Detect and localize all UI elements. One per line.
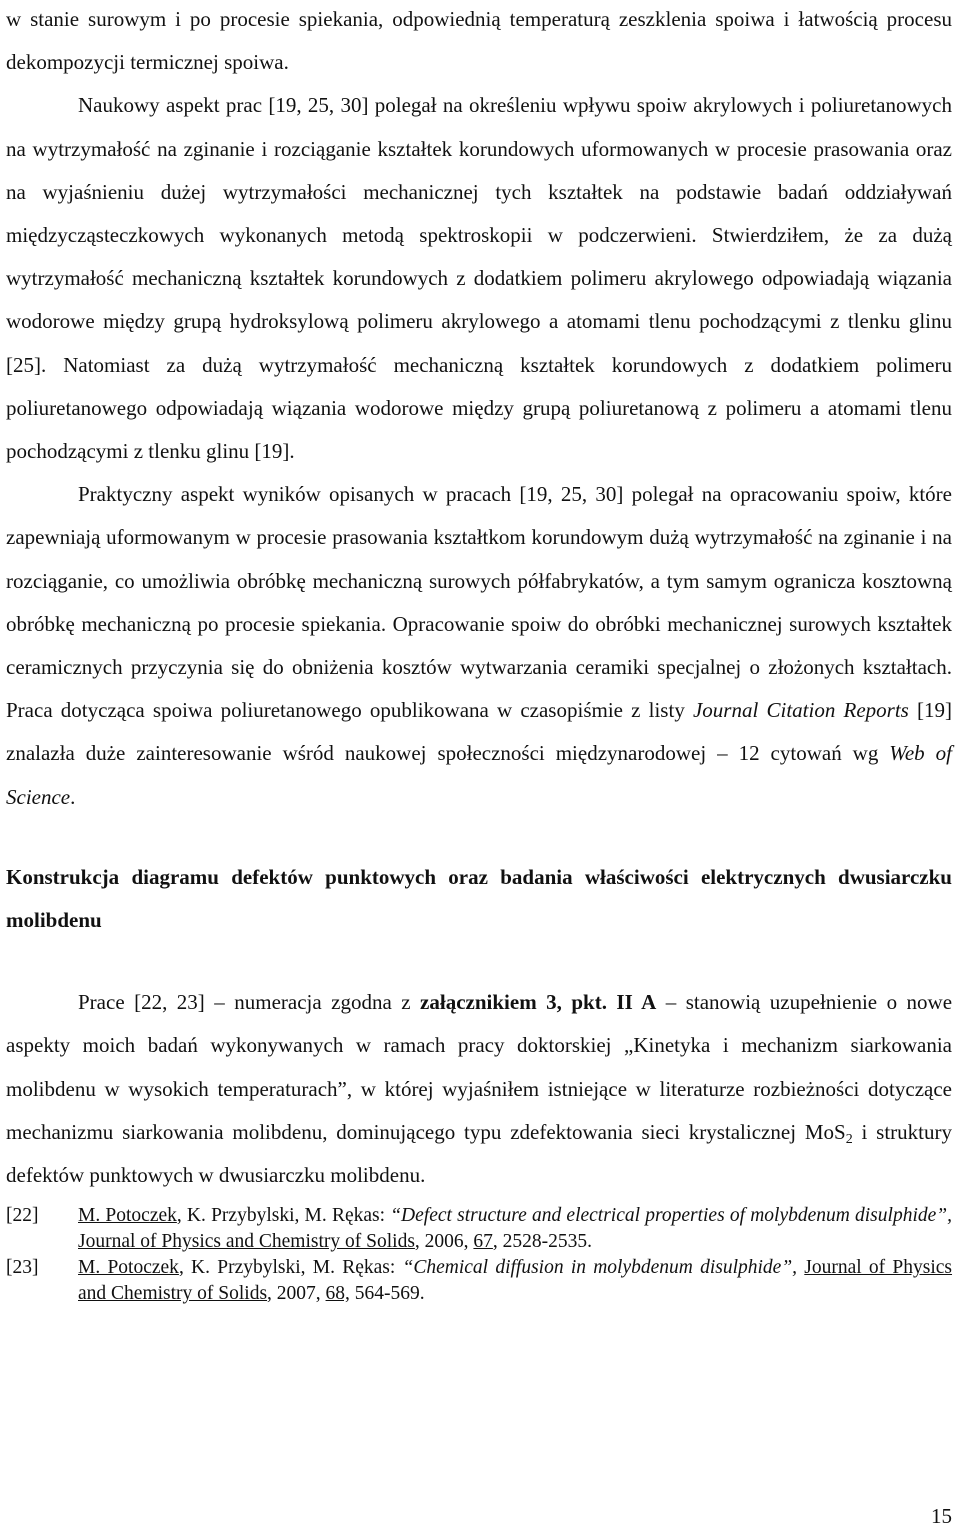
- works-text-a: Prace [22, 23] – numeracja zgodna z: [78, 990, 421, 1015]
- reference-author: M. Potoczek: [78, 1205, 177, 1227]
- works-text-b: – stanowią uzupełnienie o nowe aspekty moich badań wykonywanych w ramach pracy doktorskiej „Kinetyka i mechanizm siarkowania molibdenu w wysokich temperaturach”, w której wyjaśniłem istniejące w literaturze rozbieżności dotyczące mechanizmu siarkowania molibdenu, dominującego typu zdefektowania sieci krystalicznej MoS: [6, 990, 953, 1144]
- reference-volume: 68,: [325, 1283, 350, 1305]
- paragraph-continuation: w stanie surowym i po procesie spiekania, odpowiednią temperaturą zeszklenia spoiwa i łatwością procesu dekompozycji termicznej spoiwa.: [6, 7, 952, 75]
- document-page: [6, 0, 952, 1307]
- page-number: 15: [931, 1504, 952, 1528]
- reference-journal: Journal of Physics and Chemistry of Solids: [78, 1257, 953, 1305]
- reference-item: [6, 1203, 952, 1255]
- reference-title: “Chemical diffusion in molybdenum disulphide”,: [402, 1257, 798, 1279]
- reference-number: [23]: [6, 1257, 39, 1279]
- reference-pages: 564-569.: [349, 1283, 425, 1305]
- mos2-subscript: 2: [845, 1131, 853, 1147]
- reference-year: , 2006,: [414, 1231, 474, 1253]
- reference-volume: 67: [473, 1231, 493, 1253]
- reference-pages: , 2528-2535.: [492, 1231, 593, 1253]
- reference-year: , 2007,: [267, 1283, 326, 1305]
- web-of-science: Web of Science: [6, 741, 952, 809]
- reference-body: [78, 1255, 952, 1307]
- section-heading: Konstrukcja diagramu defektów punktowych oraz badania właściwości elektrycznych dwusiarczku molibdenu: [6, 864, 952, 933]
- reference-list: [6, 1203, 952, 1307]
- works-attachment-ref: załącznikiem 3, pkt. II A: [420, 990, 657, 1015]
- paragraph-scientific-aspect: Naukowy aspekt prac [19, 25, 30] polegał na określeniu wpływu spoiw akrylowych i poliuretanowych na wytrzymałość na zginanie i rozciąganie kształtek korundowych uformowanych w procesie prasowania oraz na wyjaśnieniu dużej wytrzymałości mechanicznej tych kształtek na podstawie badań oddziaływań międzycząsteczkowych wykonanych metodą spektroskopii w podczerwieni. Stwierdziłem, że za dużą wytrzymałość mechaniczną kształtek korundowych z dodatkiem polimeru akrylowego odpowiadają wiązania wodorowe między grupą hydroksylową polimeru akrylowego a atomami tlenu pochodzącymi z tlenku glinu [25]. Natomiast za dużą wytrzymałość mechaniczną kształtek korundowych z dodatkiem polimeru poliuretanowego odpowiadają wiązania wodorowe między grupą poliuretanową z polimeru a atomami tlenu pochodzącymi z tlenku glinu [19].: [6, 93, 952, 464]
- practical-text-c: .: [70, 784, 76, 809]
- reference-item: [6, 1255, 952, 1307]
- reference-authors-rest: , K. Przybylski, M. Rękas:: [178, 1257, 403, 1279]
- reference-number: [22]: [6, 1205, 39, 1227]
- reference-authors-rest: , K. Przybylski, M. Rękas:: [176, 1205, 391, 1227]
- reference-body: [78, 1203, 952, 1255]
- works-text-c: i struktury defektów punktowych w dwusiarczku molibdenu.: [6, 1119, 952, 1188]
- journal-citation-reports: Journal Citation Reports: [692, 698, 909, 723]
- practical-text-b: [19] znalazła duże zainteresowanie wśród naukowej społeczności międzynarodowej – 12 cytowań wg: [6, 698, 952, 766]
- practical-text-a: Praktyczny aspekt wyników opisanych w pracach [19, 25, 30] polegał na opracowaniu spoiw, które zapewniają uformowanym w procesie prasowania kształtkom korundowym dużą wytrzymałość na zginanie i na rozciąganie, co umożliwia obróbkę mechaniczną surowych półfabrykatów, a tym samym ogranicza kosztowną obróbkę mechaniczną po procesie spiekania. Opracowanie spoiw do obróbki mechanicznej surowych kształtek ceramicznych przyczynia się do obniżenia kosztów wytwarzania ceramiki specjalnej o złożonych kształtach. Praca dotycząca spoiwa poliuretanowego opublikowana w czasopiśmie z listy: [6, 482, 952, 723]
- reference-title: “Defect structure and electrical properties of molybdenum disulphide”,: [390, 1205, 952, 1227]
- reference-journal: Journal of Physics and Chemistry of Solids: [78, 1231, 415, 1253]
- reference-author: M. Potoczek: [78, 1257, 179, 1279]
- paragraph-works-22-23: [6, 981, 952, 1197]
- paragraph-practical-aspect: [6, 473, 952, 819]
